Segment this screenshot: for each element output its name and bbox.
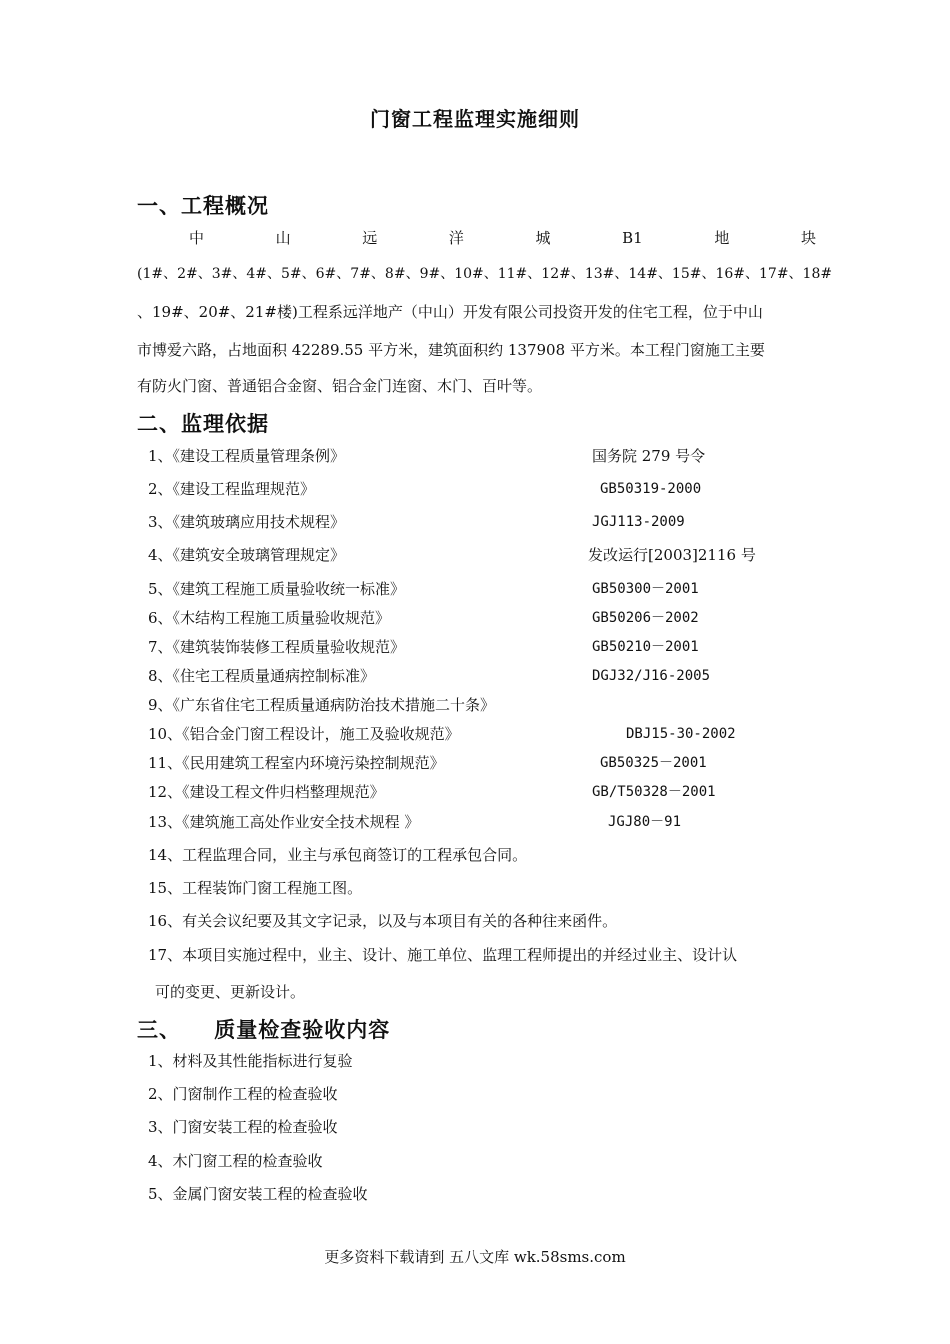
overview-word: 块 bbox=[800, 229, 816, 247]
basis-title: 8、《住宅工程质量通病控制标准》 bbox=[148, 667, 376, 685]
basis-code: GB/T50328－2001 bbox=[592, 784, 716, 800]
document-title: 门窗工程监理实施细则 bbox=[370, 107, 580, 131]
basis-row bbox=[148, 446, 828, 466]
overview-word: 远 bbox=[362, 229, 378, 247]
basis-row bbox=[148, 695, 828, 715]
basis-title: 9、《广东省住宅工程质量通病防治技术措施二十条》 bbox=[148, 696, 496, 714]
quality-item: 3、门窗安装工程的检查验收 bbox=[148, 1118, 338, 1136]
quality-item: 5、金属门窗安装工程的检查验收 bbox=[148, 1185, 368, 1203]
overview-line: 市博爱六路，占地面积 42289.55 平方米，建筑面积约 137908 平方米。本工程门窗施工主要 bbox=[137, 341, 765, 359]
basis-extra: 可的变更、更新设计。 bbox=[155, 983, 306, 1001]
basis-code: 发改运行[2003]2116 号 bbox=[588, 546, 756, 564]
section-heading-basis: 二、监理依据 bbox=[137, 411, 269, 436]
basis-row bbox=[148, 782, 828, 802]
basis-title: 12、《建设工程文件归档整理规范》 bbox=[148, 783, 385, 801]
basis-extra: 16、有关会议纪要及其文字记录，以及与本项目有关的各种往来函件。 bbox=[148, 912, 618, 930]
overview-word: 山 bbox=[275, 229, 291, 247]
basis-row bbox=[148, 666, 828, 686]
section-heading-overview: 一、工程概况 bbox=[137, 193, 269, 218]
basis-row bbox=[148, 545, 828, 565]
basis-row bbox=[148, 812, 828, 832]
basis-row bbox=[148, 637, 828, 657]
basis-title: 10、《铝合金门窗工程设计，施工及验收规范》 bbox=[148, 725, 460, 743]
basis-code: GB50319-2000 bbox=[600, 481, 702, 497]
basis-code: DGJ32/J16-2005 bbox=[592, 668, 711, 684]
overview-word: B1 bbox=[622, 229, 643, 247]
footer-download-note: 更多资料下载请到 五八文库 wk.58sms.com bbox=[324, 1248, 626, 1266]
basis-title: 5、《建筑工程施工质量验收统一标准》 bbox=[148, 580, 406, 598]
overview-word: 中 bbox=[189, 229, 205, 247]
basis-title: 3、《建筑玻璃应用技术规程》 bbox=[148, 513, 346, 531]
basis-row bbox=[148, 512, 828, 532]
basis-row bbox=[148, 724, 828, 744]
basis-title: 1、《建设工程质量管理条例》 bbox=[148, 447, 346, 465]
basis-title: 4、《建筑安全玻璃管理规定》 bbox=[148, 546, 346, 564]
basis-code: GB50210－2001 bbox=[592, 639, 699, 655]
basis-row bbox=[148, 479, 828, 499]
quality-item: 1、材料及其性能指标进行复验 bbox=[148, 1052, 353, 1070]
basis-title: 13、《建筑施工高处作业安全技术规程 》 bbox=[148, 813, 420, 831]
overview-line: (1#、2#、3#、4#、5#、6#、7#、8#、9#、10#、11#、12#、13#、14#、15#、16#、17#、18# bbox=[137, 266, 833, 282]
basis-title: 2、《建设工程监理规范》 bbox=[148, 480, 316, 498]
basis-code: GB50206－2002 bbox=[592, 610, 699, 626]
basis-extra: 15、工程装饰门窗工程施工图。 bbox=[148, 879, 363, 897]
basis-extra: 14、工程监理合同，业主与承包商签订的工程承包合同。 bbox=[148, 846, 528, 864]
basis-code: DBJ15-30-2002 bbox=[626, 726, 736, 742]
basis-code: GB50300－2001 bbox=[592, 581, 699, 597]
basis-extra: 17、本项目实施过程中，业主、设计、施工单位、监理工程师提出的并经过业主、设计认 bbox=[148, 946, 738, 964]
overview-line: 有防火门窗、普通铝合金窗、铝合金门连窗、木门、百叶等。 bbox=[137, 377, 543, 395]
basis-row bbox=[148, 608, 828, 628]
overview-word: 城 bbox=[535, 229, 551, 247]
section-heading-quality: 三、 质量检查验收内容 bbox=[137, 1017, 391, 1042]
basis-title: 7、《建筑装饰装修工程质量验收规范》 bbox=[148, 638, 406, 656]
basis-code: GB50325－2001 bbox=[600, 755, 707, 771]
basis-code: JGJ113-2009 bbox=[592, 514, 685, 530]
quality-item: 2、门窗制作工程的检查验收 bbox=[148, 1085, 338, 1103]
basis-code: 国务院 279 号令 bbox=[592, 447, 706, 465]
basis-row bbox=[148, 753, 828, 773]
basis-row bbox=[148, 579, 828, 599]
overview-word: 地 bbox=[714, 229, 730, 247]
overview-first-line bbox=[137, 228, 816, 248]
overview-word: 洋 bbox=[448, 229, 464, 247]
quality-item: 4、木门窗工程的检查验收 bbox=[148, 1152, 323, 1170]
basis-code: JGJ80－91 bbox=[608, 814, 682, 830]
basis-title: 6、《木结构工程施工质量验收规范》 bbox=[148, 609, 391, 627]
overview-line: 、19#、20#、21#楼)工程系远洋地产（中山）开发有限公司投资开发的住宅工程，位于中山 bbox=[137, 303, 763, 321]
basis-title: 11、《民用建筑工程室内环境污染控制规范》 bbox=[148, 754, 445, 772]
